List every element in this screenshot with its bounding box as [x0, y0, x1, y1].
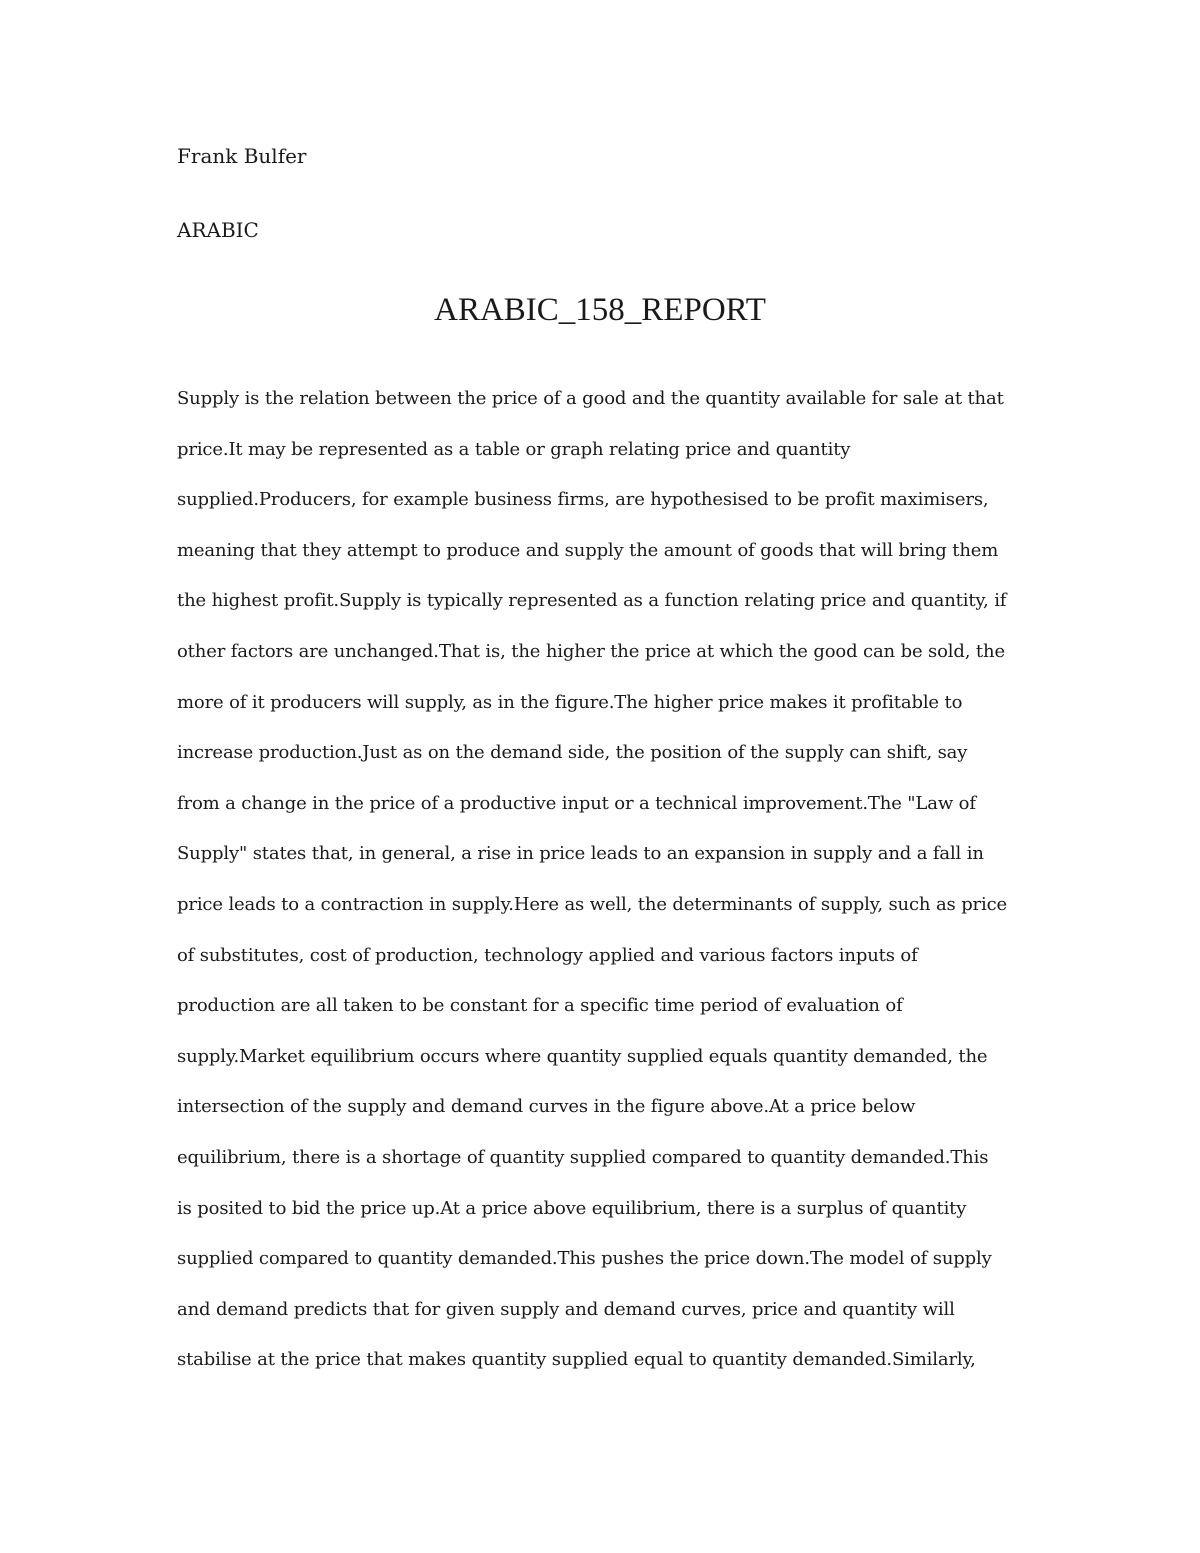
- author-name: Frank Bulfer: [177, 144, 307, 168]
- body-line: equilibrium, there is a shortage of quantity supplied compared to quantity demanded.This: [177, 1146, 989, 1168]
- body-line: supplied.Producers, for example business firms, are hypothesised to be profit maximisers,: [177, 489, 989, 511]
- body-line: supply.Market equilibrium occurs where quantity supplied equals quantity demanded, the: [177, 1045, 988, 1067]
- body-line: is posited to bid the price up.At a price above equilibrium, there is a surplus of quantity: [177, 1197, 967, 1219]
- body-line: stabilise at the price that makes quantity supplied equal to quantity demanded.Similarly,: [177, 1349, 976, 1371]
- body-line: from a change in the price of a productive input or a technical improvement.The "Law of: [177, 792, 976, 814]
- body-line: of substitutes, cost of production, technology applied and various factors inputs of: [177, 944, 918, 966]
- course-name: ARABIC: [177, 218, 259, 242]
- body-line: supplied compared to quantity demanded.This pushes the price down.The model of supply: [177, 1248, 992, 1270]
- body-line: other factors are unchanged.That is, the higher the price at which the good can be sold, the: [177, 640, 1005, 662]
- body-line: meaning that they attempt to produce and supply the amount of goods that will bring them: [177, 539, 999, 561]
- body-line: Supply is the relation between the price of a good and the quantity available for sale at that: [177, 388, 1004, 409]
- body-line: more of it producers will supply, as in the figure.The higher price makes it profitable to: [177, 691, 963, 713]
- body-line: the highest profit.Supply is typically represented as a function relating price and quantity, if: [177, 590, 1007, 612]
- body-line: price.It may be represented as a table or graph relating price and quantity: [177, 438, 851, 460]
- body-line: price leads to a contraction in supply.Here as well, the determinants of supply, such as price: [177, 893, 1008, 915]
- body-line: intersection of the supply and demand curves in the figure above.At a price below: [177, 1096, 916, 1118]
- body-line: Supply" states that, in general, a rise in price leads to an expansion in supply and a fall in: [177, 843, 984, 865]
- body-line: increase production.Just as on the demand side, the position of the supply can shift, say: [177, 742, 968, 764]
- body-line: production are all taken to be constant for a specific time period of evaluation of: [177, 995, 903, 1017]
- body-line: and demand predicts that for given supply and demand curves, price and quantity will: [177, 1298, 955, 1320]
- document-title: ARABIC_158_REPORT: [434, 292, 766, 328]
- body-paragraph: [177, 386, 1037, 1398]
